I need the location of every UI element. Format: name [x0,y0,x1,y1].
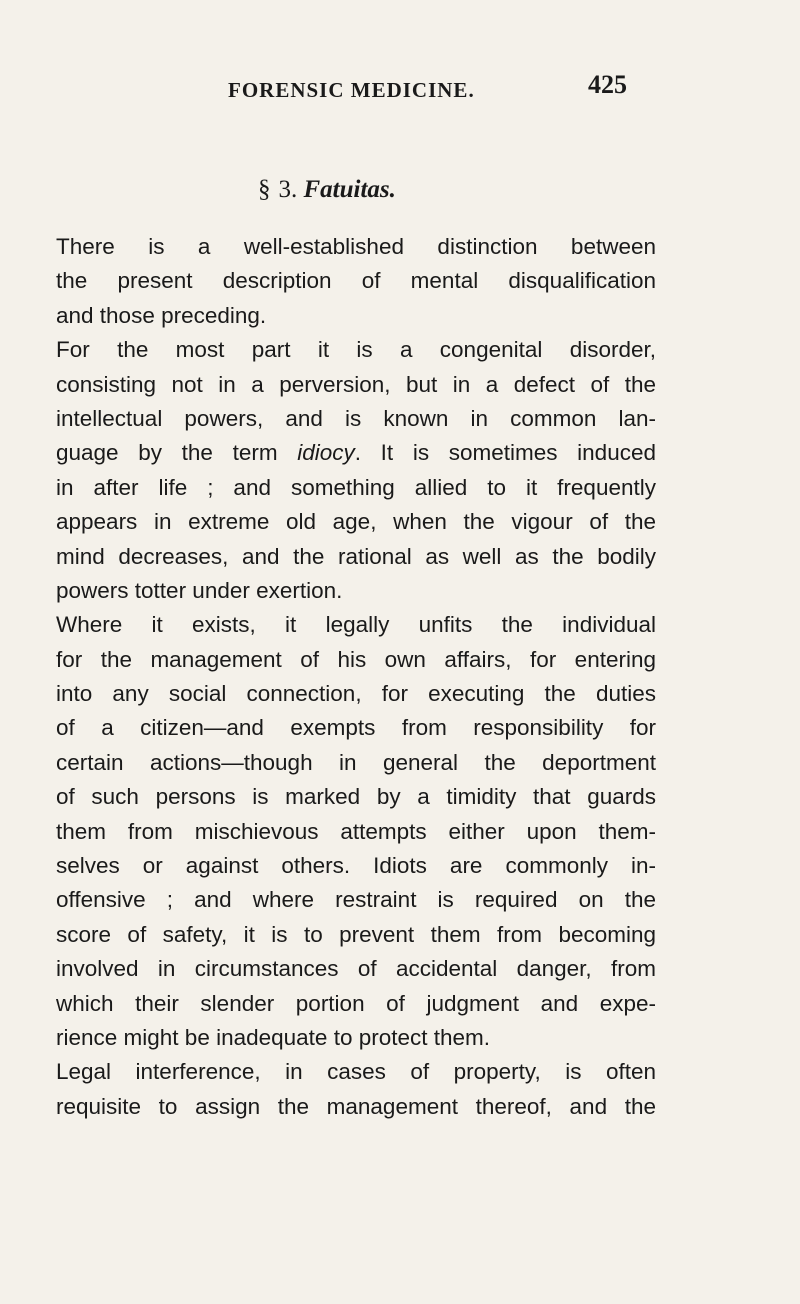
text-line: requisite to assign the management thereof, and the [56,1093,656,1119]
text-line: certain actions—though in general the deportment [56,749,656,775]
italic-term: idiocy [297,440,355,466]
text-line: selves or against others. Idiots are commonly in- [56,853,656,879]
text-line: For the most part it is a congenital disorder, [56,337,656,363]
text-line: guage by the term idiocy. It is sometimes induced [56,440,656,466]
text-line: of a citizen—and exempts from responsibility for [56,715,656,741]
page-number: 425 [588,70,627,99]
text-line: score of safety, it is to prevent them from becoming [56,921,656,947]
paragraph [56,608,656,1055]
text-line: intellectual powers, and is known in common lan- [56,405,656,431]
text-line: rience might be inadequate to protect them. [56,1024,491,1050]
body-text [56,230,656,1124]
section-number: 3. [278,176,298,203]
text-line: involved in circumstances of accidental danger, from [56,956,656,982]
paragraph [56,333,656,608]
text-line: which their slender portion of judgment and expe- [56,990,656,1016]
text-line: Where it exists, it legally unfits the individual [56,612,656,638]
running-title: FORENSIC MEDICINE. [228,78,475,102]
text-line: into any social connection, for executing the duties [56,681,656,707]
text-line: There is a well-established distinction between [56,234,656,259]
text-line: offensive ; and where restraint is required on the [56,887,656,913]
text-line: powers totter under exertion. [56,577,343,603]
paragraph [56,230,656,333]
section-title: Fatuitas. [303,176,396,203]
text-line: the present description of mental disqualification [56,268,656,294]
text-line: and those preceding. [56,302,267,328]
text-line: in after life ; and something allied to it frequently [56,474,656,500]
text-line: them from mischievous attempts either upon them- [56,818,656,844]
section-heading [258,176,396,204]
text-line: appears in extreme old age, when the vigour of the [56,509,656,535]
text-line: Legal interference, in cases of property, is often [56,1059,656,1085]
paragraph [56,1055,656,1124]
text-line: mind decreases, and the rational as well as the bodily [56,543,656,569]
text-line: for the management of his own affairs, for entering [56,646,656,672]
section-symbol: § [258,176,271,203]
text-line: of such persons is marked by a timidity that guards [56,784,656,810]
text-line: consisting not in a perversion, but in a defect of the [56,371,656,397]
